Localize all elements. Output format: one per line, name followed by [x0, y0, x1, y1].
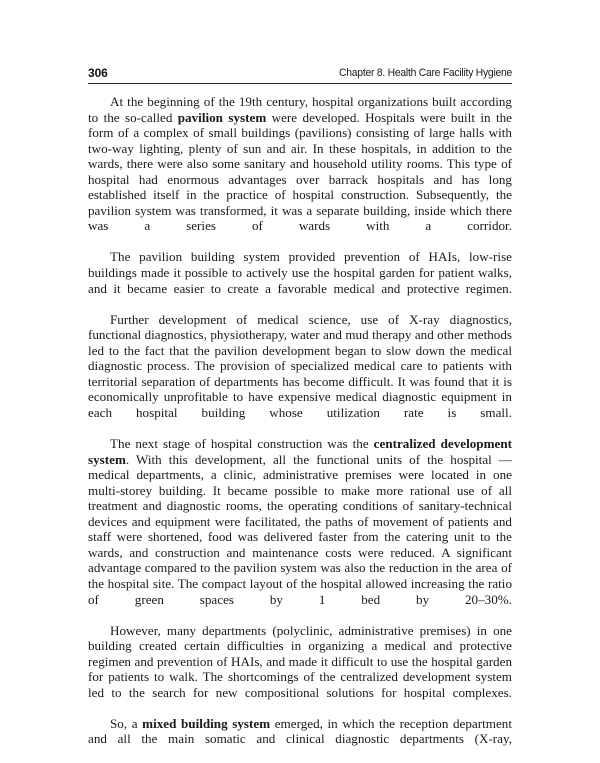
paragraph — [88, 249, 512, 311]
emphasis-term: centralized development system — [88, 436, 512, 467]
text-run: . With this development, all the functional units of the hospital — medical departments, a clinic, administrative premises were located in one multi-storey building. It became possible to make more rational use of all treatment and diagnostic rooms, the operating conditions of sanitary-technical devices and equipment were facilitated, the paths of movement of patients and staff were shortened, food was delivered faster from the catering unit to the wards, and construction and maintenance costs were reduced. A significant advantage compared to the pavilion system was also the reduction in the area of the hospital site. The compact layout of the hospital allowed increasing the ratio of green spaces by 1 bed by 20–30%. — [88, 451, 512, 607]
emphasis-term: pavilion system — [177, 109, 267, 125]
paragraph — [88, 436, 512, 623]
text-run: At the beginning of the 19th century, hospital organizations built according to the so-called — [88, 94, 512, 125]
text-run: were developed. Hospitals were built in the form of a complex of small buildings (pavilions) consisting of large halls with two-way lighting, plenty of sun and air. In these hospitals, in addition to the wards, there were also some sanitary and household utility rooms. This type of hospital had enormous advantages over barrack hospitals and has long established itself in the practice of hospital construction. Subsequently, the pavilion system was transformed, it was a separate building, inside which there was a series of wards with a corridor. — [88, 109, 512, 234]
text-run: The next stage of hospital construction was the — [110, 436, 374, 452]
text-run: emerged, in which the reception department and all the main somatic and clinical diagnostic departments (X-ray, — [88, 715, 512, 747]
emphasis-term: mixed building system — [142, 715, 271, 731]
running-head — [88, 62, 512, 80]
body-text-column — [88, 94, 512, 763]
paragraph — [88, 716, 512, 763]
paragraph — [88, 623, 512, 716]
paragraph — [88, 312, 512, 436]
text-run: Further development of medical science, use of X-ray diagnostics, functional diagnostics, physiotherapy, water and mud therapy and other methods led to the fact that the pavilion development began to slow down the medical diagnostic process. The provision of specialized medical care to patients with territorial separation of departments has become difficult. It was found that it is economically unprofitable to have expensive medical diagnostic equipment in each hospital building whose utilization rate is small. — [88, 311, 512, 420]
header-rule-divider — [88, 83, 512, 84]
paragraph — [88, 94, 512, 249]
chapter-title: Chapter 8. Health Care Facility Hygiene — [338, 67, 512, 79]
text-run: The pavilion building system provided prevention of HAIs, low-rise buildings made it possible to actively use the hospital garden for patient walks, and it became easier to create a favorable medical and protective regimen. — [88, 249, 512, 296]
page-number: 306 — [88, 66, 108, 80]
text-run: However, many departments (polyclinic, administrative premises) in one building created certain difficulties in organizing a medical and protective regimen and prevention of HAIs, and made it difficult to use the hospital garden for patients to walk. The shortcomings of the centralized development system led to the search for new compositional solutions for hospital complexes. — [88, 622, 512, 700]
text-run: So, a — [110, 715, 143, 731]
